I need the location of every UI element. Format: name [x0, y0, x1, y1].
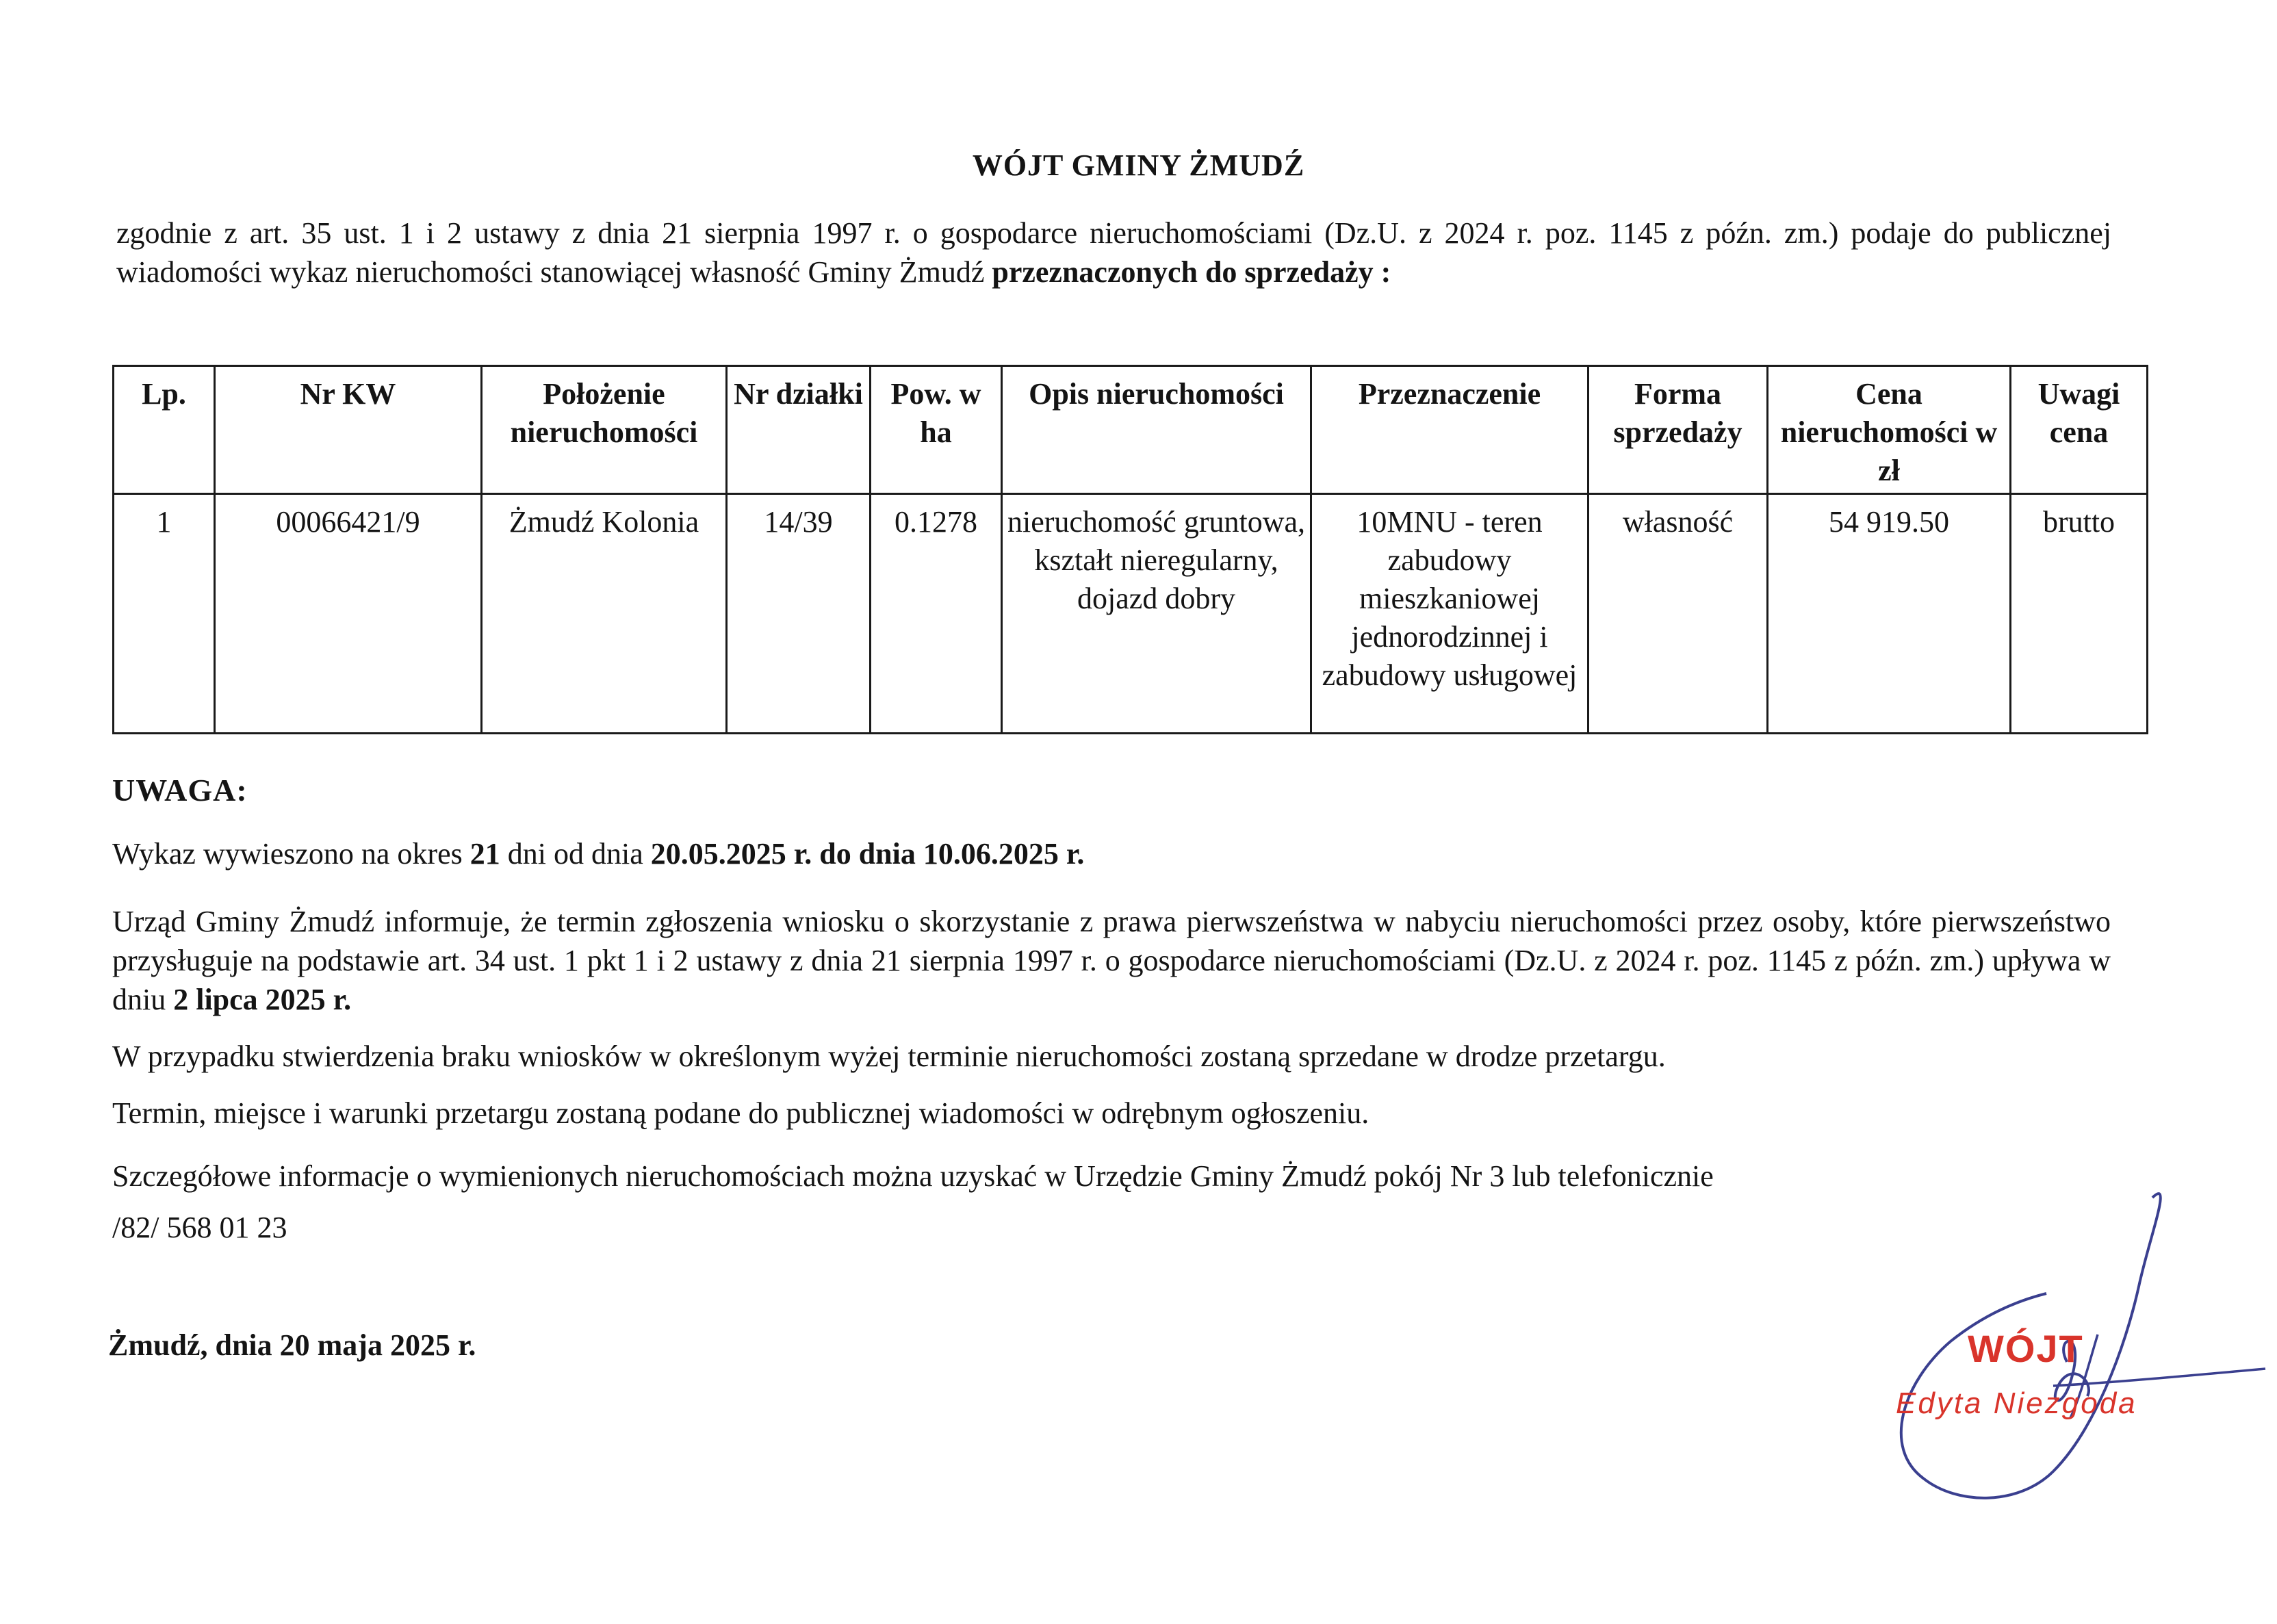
header-cell-price: Cena nieruchomości w zł: [1768, 366, 2011, 494]
notice-heading: UWAGA:: [112, 773, 248, 808]
posting-text-2: dni od dnia: [507, 837, 643, 871]
intro-text: zgodnie z art. 35 ust. 1 i 2 ustawy z dnia 21 sierpnia 1997 r. o gospodarce nieruchomościami (Dz.U. z 2024 r. poz. 1145 z późn. zm.) podaje do publicznej wiadomości wykaz nieruchomości stanowiącej własność Gminy Żmudź: [116, 216, 2111, 289]
cell-plot-number: 14/39: [727, 494, 871, 734]
phone-number: /82/ 568 01 23: [112, 1211, 287, 1244]
header-cell-description: Opis nieruchomości: [1002, 366, 1311, 494]
cell-description: nieruchomość gruntowa, kształt nieregularny, dojazd dobry: [1002, 494, 1311, 734]
header-cell-lp: Lp.: [114, 366, 215, 494]
notice-contact-info: Szczegółowe informacje o wymienionych nieruchomościach można uzyskać w Urzędzie Gminy Żmudź pokój Nr 3 lub telefonicznie: [112, 1159, 1714, 1193]
header-cell-remarks: Uwagi cena: [2011, 366, 2148, 494]
header-cell-plot-number: Nr działki: [727, 366, 871, 494]
cell-price: 54 919.50: [1768, 494, 2011, 734]
table-header-row: [114, 366, 2148, 494]
notice-priority-right: [112, 902, 2111, 1019]
notice-posting-period: [112, 834, 2111, 873]
signature-area: [1793, 1177, 2272, 1622]
table-header: [114, 366, 2148, 494]
priority-deadline: 2 lipca 2025 r.: [173, 983, 352, 1016]
header-cell-purpose: Przeznaczenie: [1311, 366, 1588, 494]
notice-no-applications: W przypadku stwierdzenia braku wniosków w określonym wyżej terminie nieruchomości zostaną sprzedane w drodze przetargu.: [112, 1040, 1666, 1073]
posting-dates: 20.05.2025 r. do dnia 10.06.2025 r.: [650, 837, 1085, 871]
property-table: [112, 365, 2148, 734]
cell-remarks: brutto: [2011, 494, 2148, 734]
header-cell-area: Pow. w ha: [871, 366, 1002, 494]
place-and-date: Żmudź, dnia 20 maja 2025 r.: [108, 1328, 476, 1362]
cell-nr-kw: 00066421/9: [215, 494, 482, 734]
posting-days: 21: [469, 837, 500, 871]
cell-lp: 1: [114, 494, 215, 734]
header-cell-nr-kw: Nr KW: [215, 366, 482, 494]
intro-bold-text: przeznaczonych do sprzedaży :: [992, 255, 1391, 289]
cell-purpose: 10MNU - teren zabudowy mieszkaniowej jednorodzinnej i zabudowy usługowej: [1311, 494, 1588, 734]
cell-area: 0.1278: [871, 494, 1002, 734]
document-title: WÓJT GMINY ŻMUDŹ: [972, 149, 1305, 182]
posting-text: Wykaz wywieszono na okres: [112, 837, 463, 871]
stamp-title: WÓJT: [1968, 1327, 2084, 1370]
cell-sale-form: własność: [1588, 494, 1768, 734]
priority-text: Urząd Gminy Żmudź informuje, że termin zgłoszenia wniosku o skorzystanie z prawa pierwszeństwa w nabyciu nieruchomości przez osoby, które pierwszeństwo przysługuje na podstawie art. 34 ust. 1 pkt 1 i 2 ustawy z dnia 21 sierpnia 1997 r. o gospodarce nieruchomościami (Dz.U. z 2024 r. poz. 1145 z późn. zm.) upływa w dniu: [112, 905, 2111, 1016]
cell-location: Żmudź Kolonia: [482, 494, 727, 734]
table-row: [114, 494, 2148, 734]
intro-paragraph: [116, 214, 2111, 292]
stamp-name: Edyta Niezgoda: [1896, 1387, 2137, 1420]
notice-tender-info: Termin, miejsce i warunki przetargu zostaną podane do publicznej wiadomości w odrębnym ogłoszeniu.: [112, 1096, 1369, 1130]
header-cell-location: Położenie nieruchomości: [482, 366, 727, 494]
header-cell-sale-form: Forma sprzedaży: [1588, 366, 1768, 494]
